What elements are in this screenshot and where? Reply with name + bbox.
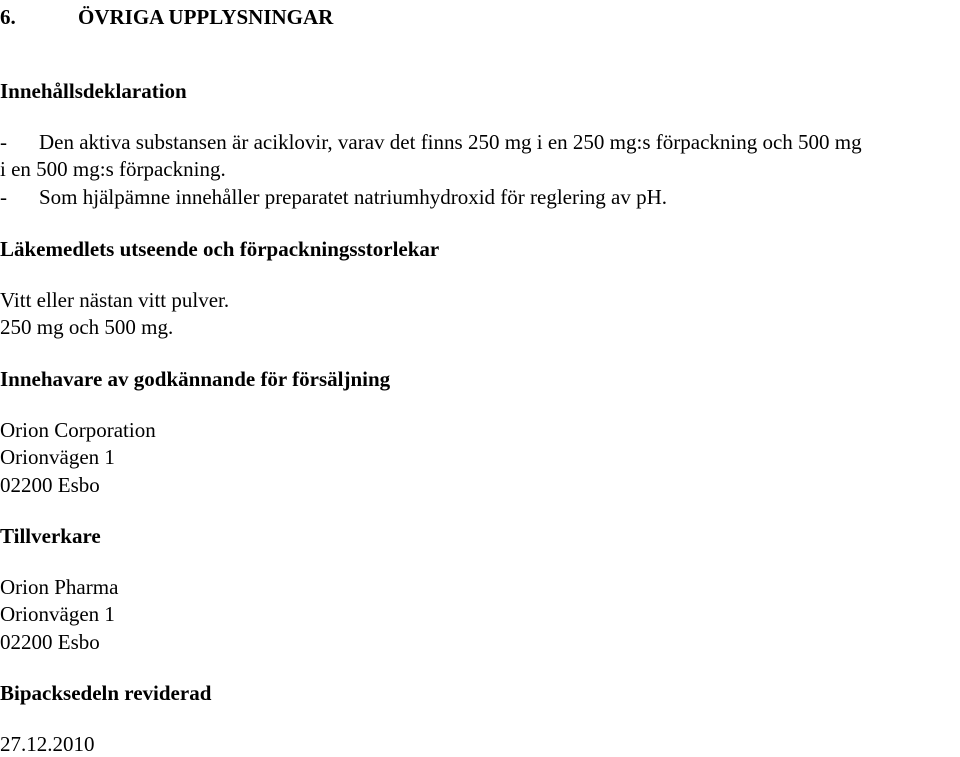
revised-heading: Bipacksedeln reviderad <box>0 681 212 705</box>
manufacturer-postal: 02200 Esbo <box>0 630 100 654</box>
revised-date: 27.12.2010 <box>0 732 95 756</box>
holder-name: Orion Corporation <box>0 418 156 442</box>
holder-heading: Innehavare av godkännande för försäljning <box>0 367 391 391</box>
appearance-heading: Läkemedlets utseende och förpackningsstorlekar <box>0 237 440 261</box>
contents-item-1-line-1: Den aktiva substansen är aciklovir, varav det finns 250 mg i en 250 mg:s förpackning och 500 mg <box>39 130 862 154</box>
manufacturer-name: Orion Pharma <box>0 575 119 599</box>
contents-item-2-line-1: Som hjälpämne innehåller preparatet natriumhydroxid för reglering av pH. <box>39 185 668 209</box>
manufacturer-street: Orionvägen 1 <box>0 602 115 626</box>
appearance-line-2: 250 mg och 500 mg. <box>0 315 174 339</box>
bullet-dash: - <box>0 130 7 154</box>
holder-street: Orionvägen 1 <box>0 445 115 469</box>
holder-postal: 02200 Esbo <box>0 473 100 497</box>
section-number: 6. <box>0 5 16 29</box>
bullet-dash: - <box>0 185 7 209</box>
contents-heading: Innehållsdeklaration <box>0 79 187 103</box>
manufacturer-heading: Tillverkare <box>0 524 101 548</box>
appearance-line-1: Vitt eller nästan vitt pulver. <box>0 288 230 312</box>
contents-item-1-line-2: i en 500 mg:s förpackning. <box>0 157 226 181</box>
section-title: ÖVRIGA UPPLYSNINGAR <box>78 5 334 29</box>
